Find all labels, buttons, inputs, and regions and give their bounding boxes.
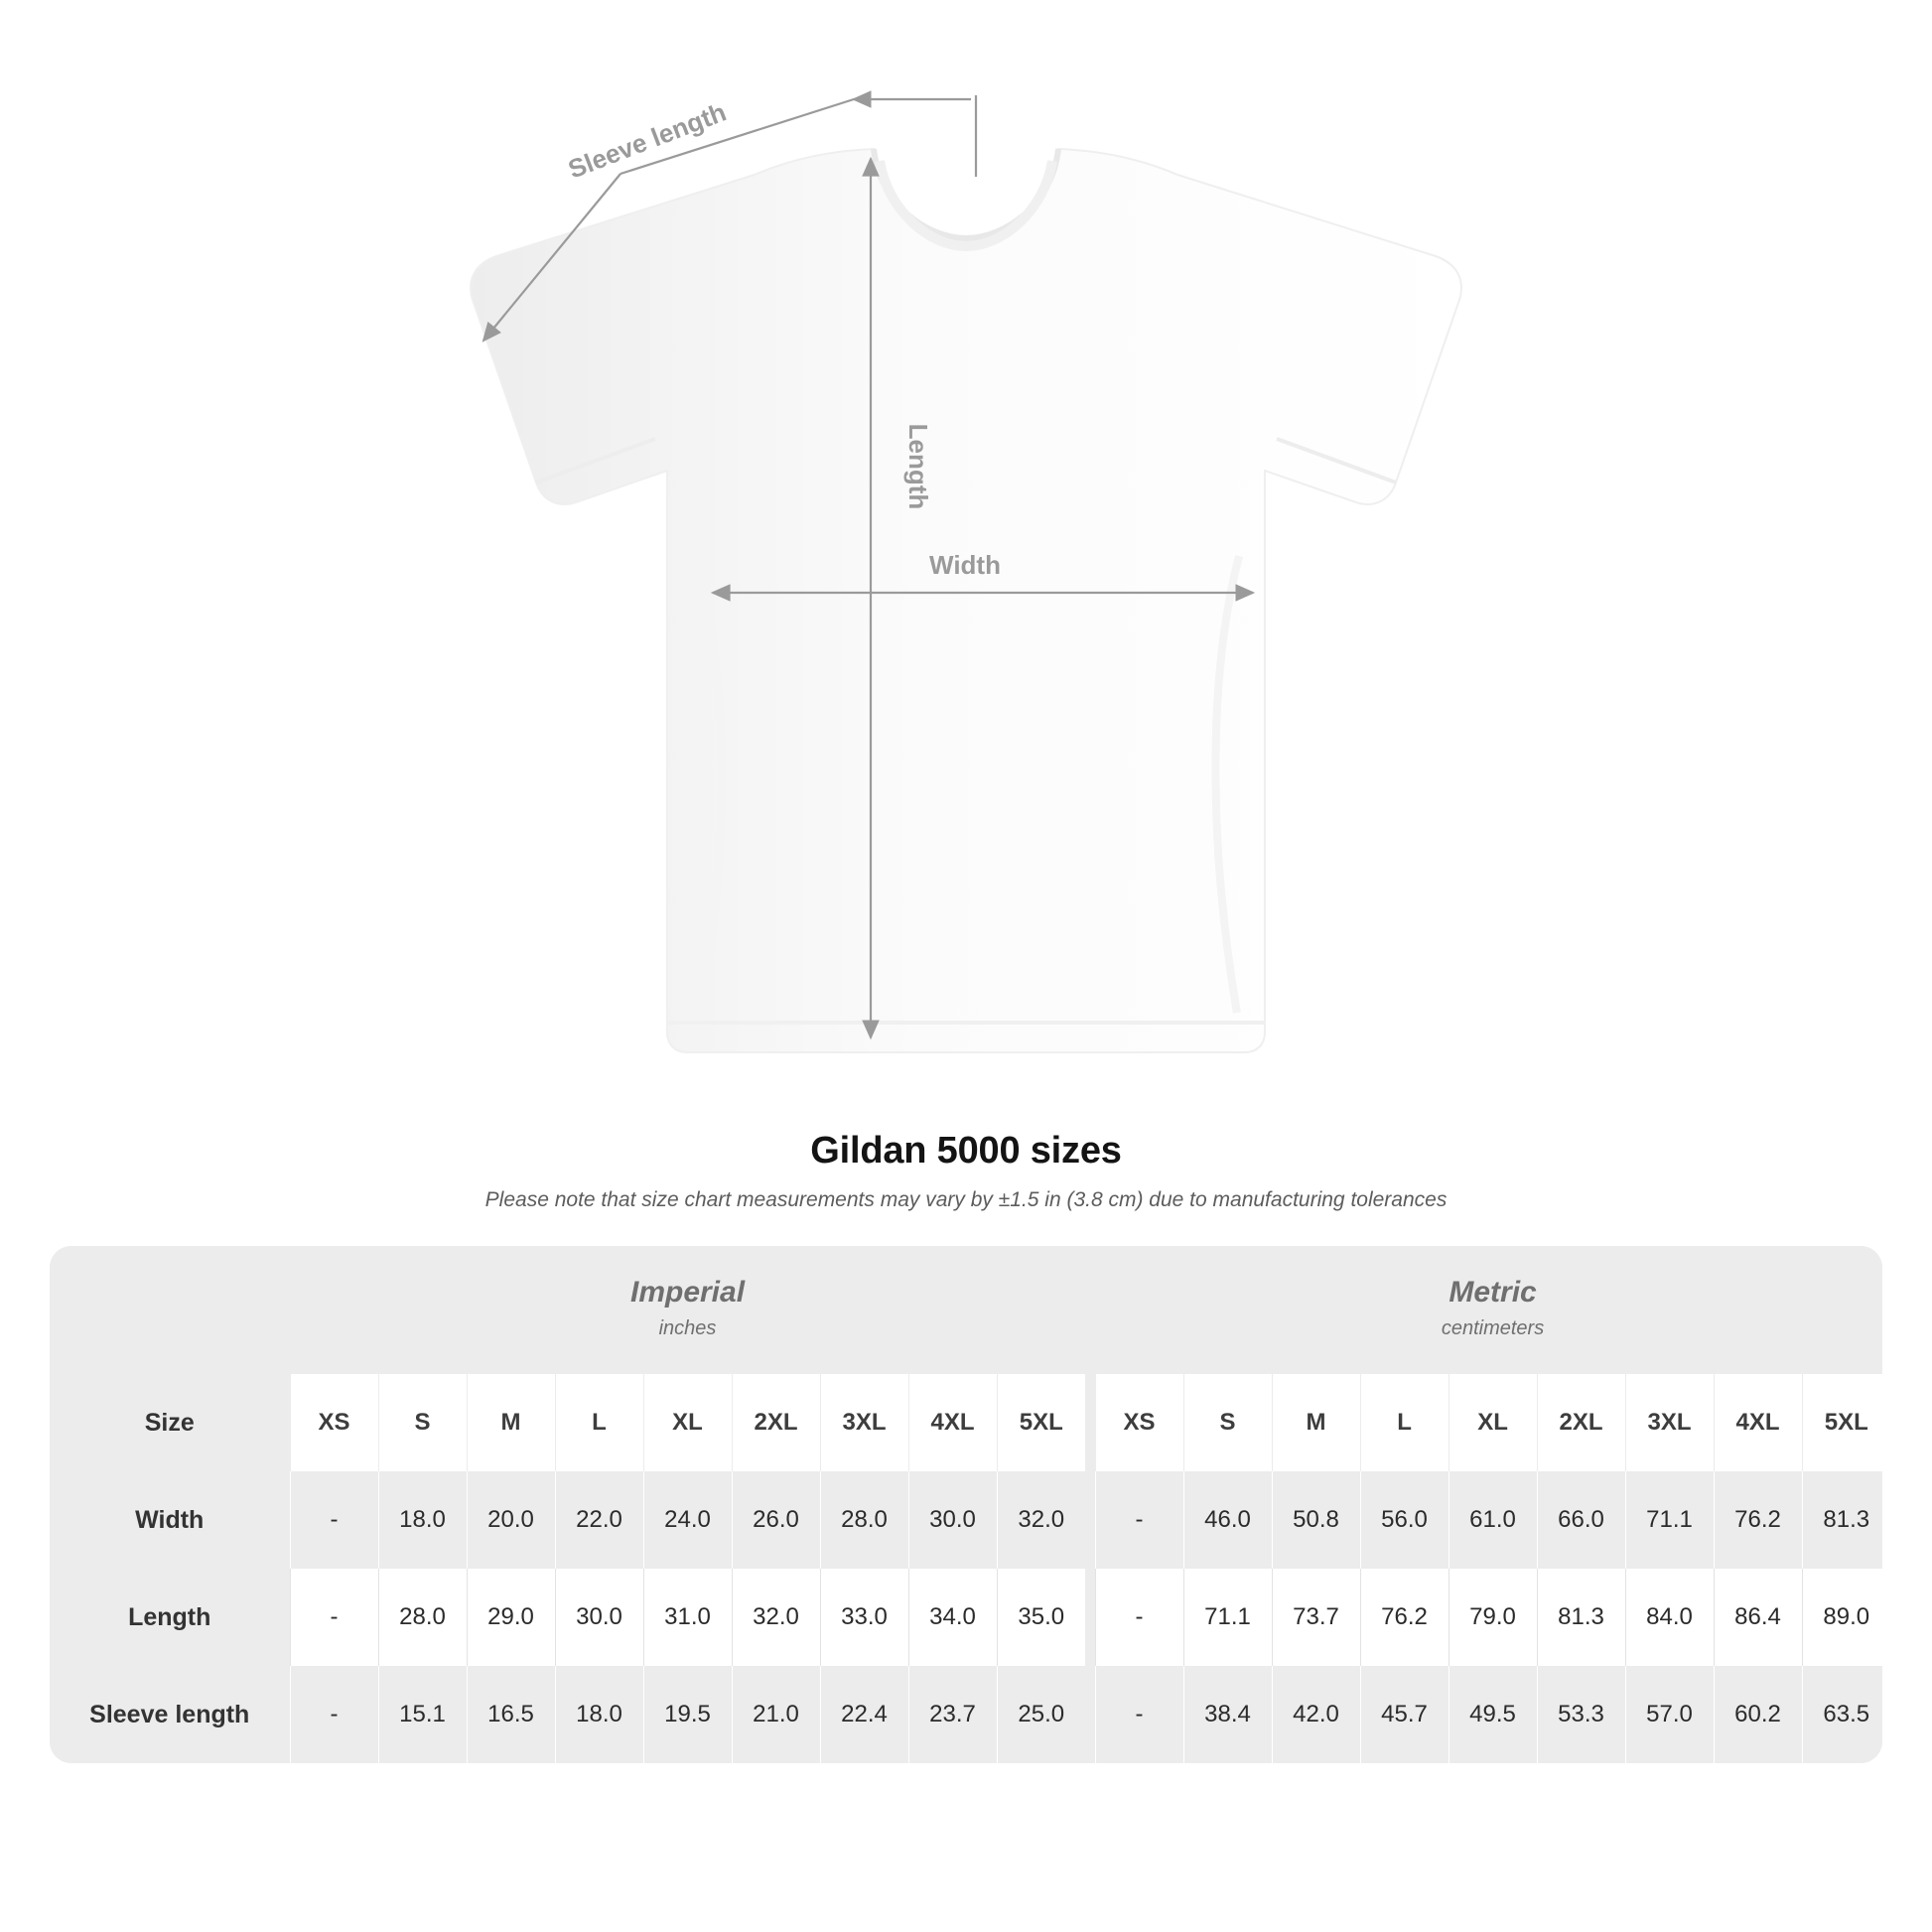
sleeve-metric-m: 42.0 [1272,1666,1360,1763]
size-header-imperial-2xl: 2XL [732,1374,820,1471]
unit-imperial-sub: inches [658,1317,717,1339]
sleeve-imperial-5xl: 25.0 [997,1666,1085,1763]
length-imperial-4xl: 34.0 [908,1569,997,1666]
length-metric-4xl: 86.4 [1714,1569,1802,1666]
width-imperial-3xl: 28.0 [820,1471,908,1569]
size-header-metric-xl: XL [1449,1374,1537,1471]
table-row [50,1471,1882,1569]
width-row-gap [1085,1471,1095,1569]
length-imperial-3xl: 33.0 [820,1569,908,1666]
sleeve-imperial-l: 18.0 [555,1666,643,1763]
sleeve-metric-5xl: 63.5 [1802,1666,1882,1763]
size-header-imperial-5xl: 5XL [997,1374,1085,1471]
size-header-imperial-xs: XS [290,1374,378,1471]
unit-header-metric [1095,1246,1882,1374]
unit-header-row [50,1246,1882,1374]
sleeve-metric-3xl: 57.0 [1625,1666,1714,1763]
size-header-imperial-s: S [378,1374,467,1471]
width-metric-m: 50.8 [1272,1471,1360,1569]
size-header-imperial-m: M [467,1374,555,1471]
length-imperial-5xl: 35.0 [997,1569,1085,1666]
length-imperial-2xl: 32.0 [732,1569,820,1666]
width-metric-l: 56.0 [1360,1471,1449,1569]
row-label-length: Length [50,1569,290,1666]
length-metric-2xl: 81.3 [1537,1569,1625,1666]
width-imperial-xl: 24.0 [643,1471,732,1569]
width-imperial-s: 18.0 [378,1471,467,1569]
length-imperial-m: 29.0 [467,1569,555,1666]
row-label-width: Width [50,1471,290,1569]
page-title: Gildan 5000 sizes [810,1130,1122,1172]
width-metric-4xl: 76.2 [1714,1471,1802,1569]
title-block [0,1130,1932,1212]
width-metric-s: 46.0 [1183,1471,1272,1569]
size-header-imperial-3xl: 3XL [820,1374,908,1471]
size-header-gap [1085,1374,1095,1471]
width-imperial-4xl: 30.0 [908,1471,997,1569]
sleeve-imperial-m: 16.5 [467,1666,555,1763]
length-metric-xs: - [1095,1569,1183,1666]
length-imperial-s: 28.0 [378,1569,467,1666]
size-header-label: Size [50,1374,290,1471]
width-imperial-2xl: 26.0 [732,1471,820,1569]
length-metric-m: 73.7 [1272,1569,1360,1666]
length-row-gap [1085,1569,1095,1666]
size-header-imperial-l: L [555,1374,643,1471]
unit-imperial-name: Imperial [629,1276,746,1309]
width-metric-2xl: 66.0 [1537,1471,1625,1569]
size-header-metric-4xl: 4XL [1714,1374,1802,1471]
sleeve-imperial-xl: 19.5 [643,1666,732,1763]
size-header-imperial-xl: XL [643,1374,732,1471]
size-header-imperial-4xl: 4XL [908,1374,997,1471]
unit-metric-sub: centimeters [1441,1317,1545,1339]
width-metric-3xl: 71.1 [1625,1471,1714,1569]
width-label: Width [929,550,1001,580]
width-metric-5xl: 81.3 [1802,1471,1882,1569]
width-metric-xs: - [1095,1471,1183,1569]
table-row [50,1569,1882,1666]
sleeve-imperial-xs: - [290,1666,378,1763]
sleeve-metric-s: 38.4 [1183,1666,1272,1763]
size-header-metric-xs: XS [1095,1374,1183,1471]
width-imperial-5xl: 32.0 [997,1471,1085,1569]
size-header-metric-3xl: 3XL [1625,1374,1714,1471]
sleeve-length-label: Sleeve length [564,96,731,185]
size-table-wrapper [50,1246,1882,1763]
length-metric-s: 71.1 [1183,1569,1272,1666]
tshirt-graphic [471,149,1461,1052]
row-label-sleeve-length: Sleeve length [50,1666,290,1763]
width-imperial-l: 22.0 [555,1471,643,1569]
size-table [50,1246,1882,1763]
sleeve-metric-xs: - [1095,1666,1183,1763]
unit-header-imperial [290,1246,1085,1374]
sleeve-metric-4xl: 60.2 [1714,1666,1802,1763]
length-label: Length [903,423,933,510]
tolerance-note: Please note that size chart measurements may vary by ±1.5 in (3.8 cm) due to manufacturing tolerances [484,1188,1448,1211]
sleeve-row-gap [1085,1666,1095,1763]
sleeve-metric-l: 45.7 [1360,1666,1449,1763]
size-header-metric-m: M [1272,1374,1360,1471]
length-metric-5xl: 89.0 [1802,1569,1882,1666]
size-header-metric-l: L [1360,1374,1449,1471]
length-imperial-xl: 31.0 [643,1569,732,1666]
size-header-metric-2xl: 2XL [1537,1374,1625,1471]
width-metric-xl: 61.0 [1449,1471,1537,1569]
width-imperial-xs: - [290,1471,378,1569]
size-header-metric-5xl: 5XL [1802,1374,1882,1471]
sleeve-imperial-3xl: 22.4 [820,1666,908,1763]
size-header-row [50,1374,1882,1471]
sleeve-imperial-2xl: 21.0 [732,1666,820,1763]
length-imperial-l: 30.0 [555,1569,643,1666]
size-header-metric-s: S [1183,1374,1272,1471]
table-row [50,1666,1882,1763]
length-metric-l: 76.2 [1360,1569,1449,1666]
sleeve-metric-xl: 49.5 [1449,1666,1537,1763]
length-metric-xl: 79.0 [1449,1569,1537,1666]
length-metric-3xl: 84.0 [1625,1569,1714,1666]
width-imperial-m: 20.0 [467,1471,555,1569]
sleeve-imperial-s: 15.1 [378,1666,467,1763]
unit-header-gap [1085,1246,1095,1374]
sleeve-metric-2xl: 53.3 [1537,1666,1625,1763]
unit-header-spacer [50,1246,290,1374]
length-imperial-xs: - [290,1569,378,1666]
unit-metric-name: Metric [1449,1276,1537,1309]
sleeve-imperial-4xl: 23.7 [908,1666,997,1763]
